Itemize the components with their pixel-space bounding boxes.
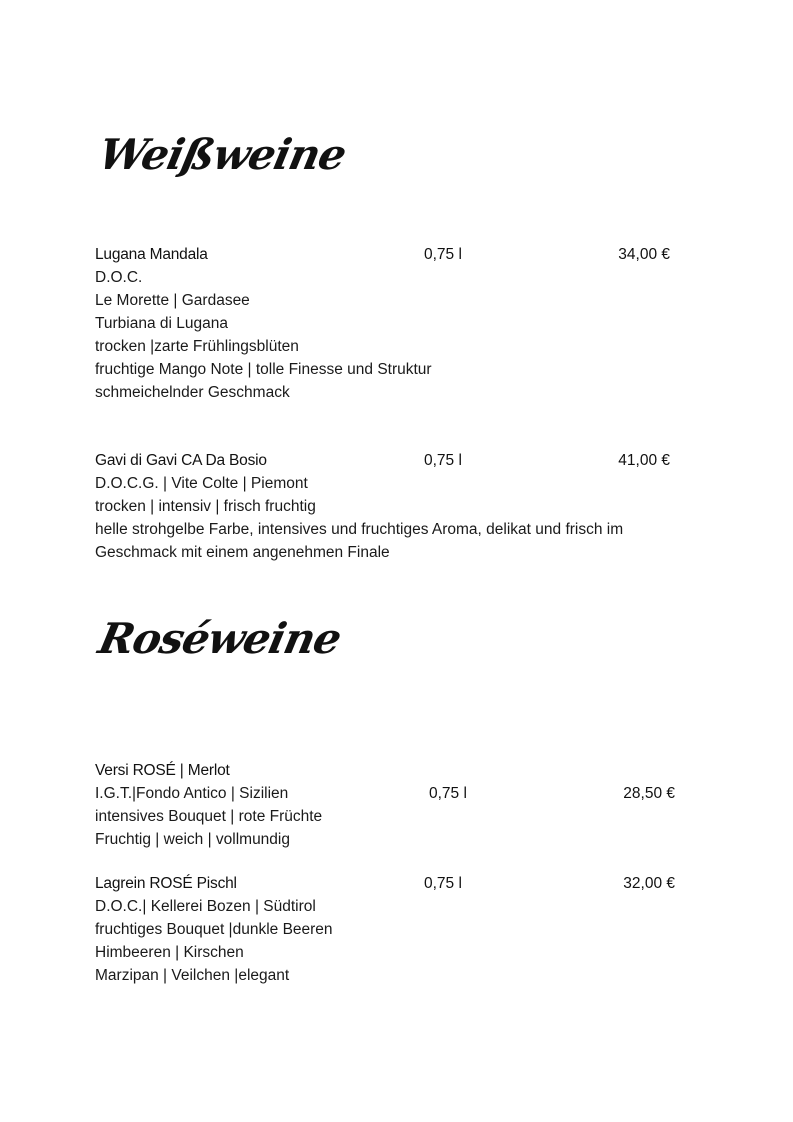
- wine-volume: 0,75 l: [424, 452, 462, 469]
- wine-description-line: D.O.C.| Kellerei Bozen | Südtirol: [95, 898, 316, 915]
- wine-description-line: trocken |zarte Frühlingsblüten: [95, 338, 299, 355]
- wine-header-row: [95, 449, 695, 472]
- wine-entry-gavi-di-gavi: [95, 449, 695, 564]
- wine-description-line: Marzipan | Veilchen |elegant: [95, 967, 290, 984]
- wine-header-row: [95, 872, 695, 895]
- wine-price: 34,00 €: [618, 246, 670, 263]
- wine-entry-versi-rose: [95, 759, 695, 851]
- wine-header-row: [95, 243, 695, 266]
- wine-description-line: trocken | intensiv | frisch fruchtig: [95, 498, 316, 515]
- wine-description-line: D.O.C.G. | Vite Colte | Piemont: [95, 475, 308, 492]
- wine-description-line: Fruchtig | weich | vollmundig: [95, 831, 290, 848]
- wine-description-line: intensives Bouquet | rote Früchte: [95, 808, 323, 825]
- wine-entry-lugana-mandala: [95, 243, 695, 404]
- wine-description-line: fruchtige Mango Note | tolle Finesse und Struktur: [95, 361, 432, 378]
- wine-description-line: Le Morette | Gardasee: [95, 292, 250, 309]
- wine-name: Gavi di Gavi CA Da Bosio: [95, 452, 267, 469]
- wine-volume: 0,75 l: [429, 785, 467, 802]
- section-title-rose-wines: Roséweine: [94, 614, 346, 663]
- wine-price: 28,50 €: [623, 785, 675, 802]
- wine-entry-lagrein-rose: [95, 872, 695, 987]
- wine-description-line: Turbiana di Lugana: [95, 315, 228, 332]
- wine-volume: 0,75 l: [424, 246, 462, 263]
- wine-description-line: Himbeeren | Kirschen: [95, 944, 244, 961]
- wine-name: Lugana Mandala: [95, 246, 208, 263]
- wine-price: 32,00 €: [623, 875, 675, 892]
- wine-price: 41,00 €: [618, 452, 670, 469]
- wine-description-line: helle strohgelbe Farbe, intensives und fruchtiges Aroma, delikat und frisch im Geschmack mit einem angenehmen Finale: [95, 521, 624, 561]
- wine-volume: 0,75 l: [424, 875, 462, 892]
- wine-name: Versi ROSÉ | Merlot: [95, 762, 230, 779]
- wine-description-line: I.G.T.|Fondo Antico | Sizilien: [95, 785, 289, 802]
- wine-name: Lagrein ROSÉ Pischl: [95, 875, 237, 892]
- wine-description-line: schmeichelnder Geschmack: [95, 384, 290, 401]
- wine-description-line: fruchtiges Bouquet |dunkle Beeren: [95, 921, 333, 938]
- section-title-white-wines: Weißweine: [94, 130, 351, 179]
- wine-description-line: D.O.C.: [95, 269, 143, 286]
